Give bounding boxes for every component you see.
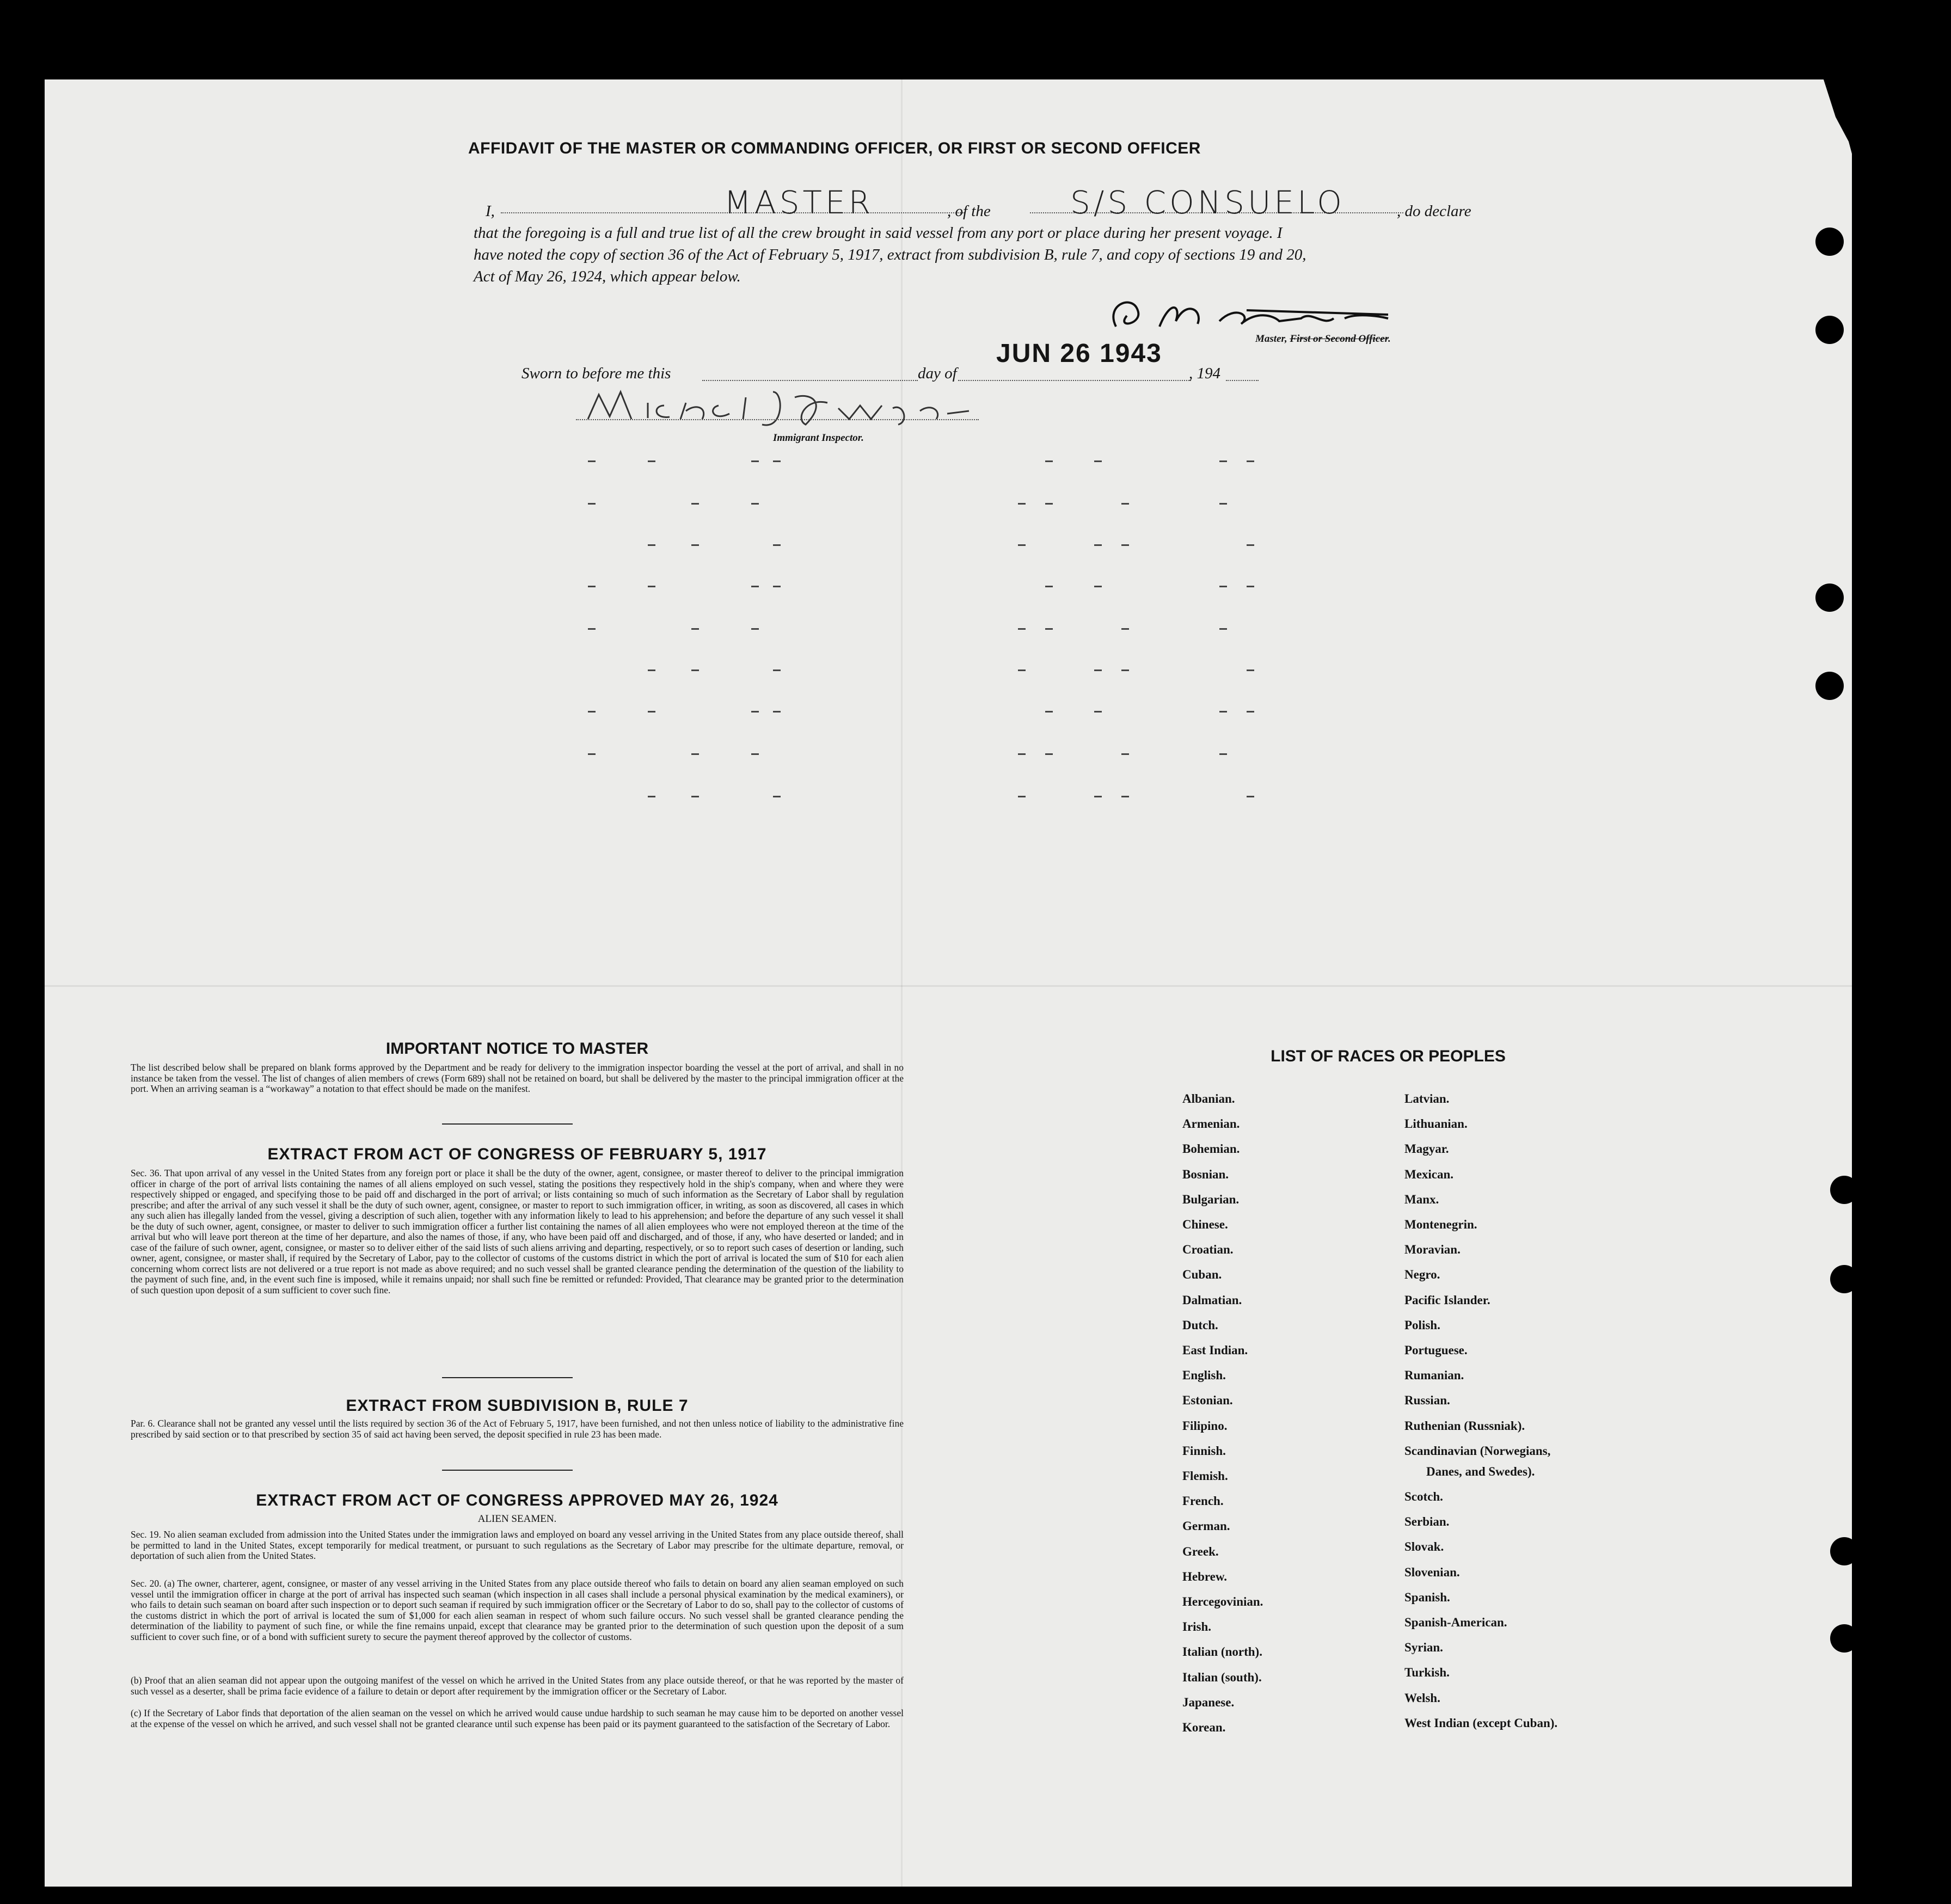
- bleed-mark: [1219, 753, 1227, 755]
- bleed-mark: [588, 503, 596, 505]
- race-item: Moravian.: [1404, 1243, 1461, 1257]
- of-the-text: , of the: [947, 202, 991, 220]
- bleed-mark: [1219, 586, 1227, 587]
- bleed-mark: [773, 586, 781, 587]
- bleed-mark: [1018, 796, 1026, 797]
- inspector-field: [576, 403, 979, 420]
- race-item: Spanish.: [1404, 1590, 1450, 1604]
- race-item: Hebrew.: [1182, 1569, 1227, 1583]
- vessel-handwritten: S/S CONSUELO: [1070, 184, 1345, 221]
- notice-title: IMPORTANT NOTICE TO MASTER: [385, 1040, 649, 1058]
- bleed-mark: [1018, 544, 1026, 546]
- race-item: Albanian.: [1182, 1092, 1235, 1105]
- master-signature: [1094, 288, 1399, 337]
- race-item: Chinese.: [1182, 1218, 1228, 1231]
- race-item: Scandinavian (Norwegians,: [1404, 1444, 1551, 1458]
- bleed-mark: [588, 586, 596, 587]
- race-item: Latvian.: [1404, 1092, 1450, 1105]
- bleed-mark: [1219, 460, 1227, 462]
- affidavit-line-3: have noted the copy of section 36 of the Act of February 5, 1917, extract from subdivision B, rule 7, and copy of sections 19 and 20,: [474, 246, 1306, 263]
- day-of-text: day of: [918, 365, 957, 382]
- race-item: Hercegovinian.: [1182, 1595, 1263, 1608]
- inspector-caption: Immigrant Inspector.: [773, 432, 864, 444]
- fold-line-horizontal: [45, 985, 1852, 987]
- affidavit-i: I,: [486, 202, 495, 220]
- bleed-mark: [1247, 460, 1254, 462]
- bleed-mark: [1219, 711, 1227, 713]
- bleed-mark: [1247, 544, 1254, 546]
- bleed-mark: [773, 796, 781, 797]
- race-item: Italian (south).: [1182, 1670, 1262, 1684]
- master-caption-master: Master,: [1255, 333, 1290, 345]
- bleed-mark: [648, 544, 655, 546]
- race-item: English.: [1182, 1368, 1226, 1383]
- race-item: Negro.: [1404, 1268, 1440, 1282]
- race-item: Turkish.: [1404, 1666, 1450, 1680]
- race-item: Rumanian.: [1404, 1368, 1464, 1383]
- bleed-mark: [1045, 753, 1053, 755]
- bleed-mark: [648, 711, 655, 713]
- extract-1924-sec19: Sec. 19. No alien seaman excluded from admission into the United States under the immigration laws and employed on board any vessel arriving in the United States from any place outside thereof, shall be permitted to land in the United States, except temporarily for medical treatment, or pursuant to such regulations as the Secretary of Labor may prescribe for the ultimate departure, removal, or deportation of such alien from the United States.: [131, 1529, 904, 1561]
- bleed-mark: [1018, 670, 1026, 671]
- race-item: Dutch.: [1182, 1318, 1218, 1332]
- bleed-mark: [1045, 503, 1053, 505]
- master-caption-end: .: [1388, 333, 1391, 345]
- punch-hole: [1815, 584, 1844, 612]
- extract-1917-title: EXTRACT FROM ACT OF CONGRESS OF FEBRUARY 5, 1917: [267, 1145, 767, 1163]
- race-item: Welsh.: [1404, 1691, 1440, 1705]
- race-item: Polish.: [1404, 1318, 1440, 1332]
- punch-hole: [1815, 316, 1844, 344]
- bleed-mark: [691, 753, 699, 755]
- bleed-mark: [1219, 503, 1227, 505]
- bleed-mark: [1094, 796, 1102, 797]
- sworn-day-field: [702, 366, 918, 381]
- bleed-mark: [691, 503, 699, 505]
- race-item: Korean.: [1182, 1721, 1226, 1734]
- bleed-mark: [1094, 460, 1102, 462]
- punch-hole: [1830, 1537, 1858, 1565]
- punch-hole: [1830, 1624, 1858, 1653]
- race-item: Slovenian.: [1404, 1565, 1460, 1579]
- race-item: Armenian.: [1182, 1117, 1240, 1131]
- bleed-mark: [1045, 711, 1053, 713]
- bleed-mark: [773, 670, 781, 671]
- bleed-mark: [751, 628, 759, 630]
- rank-handwritten: MASTER: [724, 184, 874, 221]
- race-item: French.: [1182, 1494, 1224, 1508]
- bleed-mark: [1094, 586, 1102, 587]
- extract-1917-text: Sec. 36. That upon arrival of any vessel in the United States from any foreign port or place it shall be the duty of the owner, agent, consignee, or master thereof to deliver to the principal immigration officer in charge of the port of arrival lists containing the names of all aliens employed on such vessel, stating the positions they respectively hold in the ship's company, when and where they were respectively shipped or engaged, and specifying those to be paid off and discharged in the port of arrival; or lists containing so much of such information as the Secretary of Labor shall by regulation prescribe; and after the arrival of any such vessel it shall be the duty of such owner, agent, consignee, or master to report to such immigration officer, in writing, as soon as discovered, all cases in which any such alien has illegally landed from the vessel, giving a description of such alien, together with any information likely to lead to his apprehension; and before the departure of any such vessel it shall be the duty of such owner, agent, consignee, or master to deliver to such immigration officer a further list containing the names of all alien employees who were not employed thereon at the time of the arrival but who will leave port thereon at the time of her departure, and also the names of those, if any, who have been paid off and discharged, and of those, if any, who have deserted or landed; and in case of the failure of such owner, agent, consignee, or master so to deliver either of the said lists of such aliens arriving and departing, respectively, or so to report such cases of desertion or landing, such owner, agent, consignee, or master shall, if required by the Secretary of Labor, pay to the collector of customs of the customs district in which the port of arrival is located the sum of $10 for each alien concerning whom correct lists are not delivered or a true report is not made as above required; and no such vessel shall be granted clearance pending the determination of the question of the liability to the payment of such fine, and, in the event such fine is imposed, while it remains unpaid; nor shall such fine be remitted or refunded: Provided, That clearance may be granted prior to the determination of such question upon deposit of a sum sufficient to cover such fine.: [131, 1168, 904, 1295]
- bleed-mark: [1094, 544, 1102, 546]
- bleed-mark: [751, 586, 759, 587]
- bleed-mark: [1045, 460, 1053, 462]
- extract-rule7-divider: [442, 1470, 573, 1471]
- bleed-mark: [588, 460, 596, 462]
- race-item: Pacific Islander.: [1404, 1293, 1490, 1307]
- punch-hole: [1815, 228, 1844, 256]
- bleed-mark: [773, 711, 781, 713]
- bleed-mark: [691, 628, 699, 630]
- bleed-mark: [588, 628, 596, 630]
- race-item: Lithuanian.: [1404, 1117, 1468, 1131]
- bleed-mark: [691, 670, 699, 671]
- race-item: Flemish.: [1182, 1469, 1228, 1483]
- extract-rule7-text: Par. 6. Clearance shall not be granted any vessel until the lists required by section 36 of the Act of February 5, 1917, have been furnished, and not then unless notice of liability to the administrative fine prescribed by said section or to that prescribed by section 35 of said act having been served, the deposit specified in rule 23 has been made.: [131, 1418, 904, 1440]
- race-item: Greek.: [1182, 1544, 1219, 1558]
- bleed-mark: [691, 796, 699, 797]
- race-item: East Indian.: [1182, 1343, 1248, 1357]
- affidavit-line-4: Act of May 26, 1924, which appear below.: [474, 268, 741, 285]
- race-item: Irish.: [1182, 1620, 1212, 1634]
- race-item: Scotch.: [1404, 1490, 1443, 1503]
- race-item: Syrian.: [1404, 1641, 1443, 1655]
- bleed-mark: [1247, 711, 1254, 713]
- race-item: Danes, and Swedes).: [1426, 1464, 1535, 1478]
- race-item: Bohemian.: [1182, 1142, 1240, 1156]
- bleed-mark: [1018, 628, 1026, 630]
- sworn-text: Sworn to before me this: [522, 365, 671, 382]
- extract-rule7-title: EXTRACT FROM SUBDIVISION B, RULE 7: [346, 1397, 689, 1415]
- race-item: Filipino.: [1182, 1418, 1228, 1433]
- bleed-mark: [691, 544, 699, 546]
- race-item: Mexican.: [1404, 1167, 1454, 1181]
- bleed-mark: [588, 753, 596, 755]
- bleed-mark: [1018, 753, 1026, 755]
- bleed-mark: [1121, 544, 1129, 546]
- bleed-mark: [1247, 796, 1254, 797]
- race-item: Ruthenian (Russniak).: [1404, 1418, 1525, 1433]
- year-prefix: , 194: [1189, 365, 1220, 382]
- extract-1924-title: EXTRACT FROM ACT OF CONGRESS APPROVED MAY 26, 1924: [256, 1491, 778, 1509]
- race-item: Dalmatian.: [1182, 1293, 1242, 1307]
- bleed-mark: [751, 460, 759, 462]
- race-item: Serbian.: [1404, 1515, 1450, 1529]
- race-item: Finnish.: [1182, 1444, 1226, 1458]
- affidavit-title: AFFIDAVIT OF THE MASTER OR COMMANDING OFFICER, OR FIRST OR SECOND OFFICER: [468, 139, 1201, 157]
- race-item: Magyar.: [1404, 1142, 1449, 1156]
- race-item: Russian.: [1404, 1393, 1450, 1408]
- bleed-mark: [588, 711, 596, 713]
- race-item: Estonian.: [1182, 1393, 1233, 1408]
- extract-1917-divider: [442, 1377, 573, 1378]
- bleed-mark: [1121, 628, 1129, 630]
- race-item: Japanese.: [1182, 1695, 1235, 1709]
- race-item: Croatian.: [1182, 1243, 1234, 1257]
- race-item: Spanish-American.: [1404, 1616, 1507, 1629]
- races-title: LIST OF RACES OR PEOPLES: [1271, 1047, 1506, 1065]
- race-item: Slovak.: [1404, 1540, 1444, 1554]
- bleed-mark: [1121, 670, 1129, 671]
- bleed-mark: [1018, 503, 1026, 505]
- bleed-mark: [648, 586, 655, 587]
- date-stamp: JUN 26 1943: [996, 339, 1162, 368]
- notice-divider: [442, 1123, 573, 1125]
- bleed-mark: [648, 796, 655, 797]
- bleed-mark: [1247, 670, 1254, 671]
- do-declare-text: , do declare: [1397, 202, 1471, 220]
- master-caption: [1255, 333, 1391, 345]
- race-item: Montenegrin.: [1404, 1218, 1477, 1231]
- punch-hole: [1815, 672, 1844, 700]
- race-item: Bulgarian.: [1182, 1192, 1240, 1206]
- sworn-year-field: [1226, 366, 1259, 381]
- bleed-mark: [1094, 711, 1102, 713]
- bleed-mark: [751, 503, 759, 505]
- extract-1924-sec20b: (b) Proof that an alien seaman did not appear upon the outgoing manifest of the vessel on which he arrived in the United States from any place outside thereof, or that he was reported by the master of such vessel as a deserter, shall be prima facie evidence of a failure to detain or deport after requirement by the immigration officer or the Secretary of Labor.: [131, 1675, 904, 1697]
- bleed-mark: [773, 460, 781, 462]
- bleed-mark: [648, 670, 655, 671]
- bleed-mark: [1219, 628, 1227, 630]
- punch-hole: [1830, 1176, 1858, 1204]
- extract-1924-sec20a: Sec. 20. (a) The owner, charterer, agent, consignee, or master of any vessel arriving in the United States from any place outside thereof who fails to detain on board any alien seaman employed on such vessel until the immigration officer in charge at the port of arrival has inspected such seaman (which inspection in all cases shall include a personal physical examination by the medical examiners), or who fails to detain such seaman on board after such inspection or to deport such seaman if required by such immigration officer or the Secretary of Labor to do so, shall pay to the collector of customs of the customs district in which the port of arrival is located the sum of $1,000 for each alien seaman in respect of whom such failure occurs. No such vessel shall be granted clearance pending the determination of the liability to payment of such fine, or while the fine remains unpaid, except that clearance may be granted prior to the determination of such question upon the deposit of a sum sufficient to cover such fine, or of a bond with sufficient surety to secure the payment thereof approved by the collector of customs.: [131, 1578, 904, 1642]
- bleed-mark: [1045, 586, 1053, 587]
- bleed-mark: [751, 711, 759, 713]
- affidavit-line-2: that the foregoing is a full and true list of all the crew brought in said vessel from any port or place during her present voyage. I: [474, 224, 1283, 242]
- bleed-mark: [1121, 503, 1129, 505]
- race-item: Cuban.: [1182, 1268, 1222, 1282]
- bleed-mark: [751, 753, 759, 755]
- bleed-mark: [1121, 796, 1129, 797]
- race-item: Manx.: [1404, 1192, 1439, 1206]
- bleed-mark: [1045, 628, 1053, 630]
- master-caption-struck: First or Second Officer: [1290, 333, 1389, 345]
- notice-text: The list described below shall be prepared on blank forms approved by the Department and be ready for delivery to the immigration inspector boarding the vessel at the port of arrival, and shall in no instance be taken from the vessel. The list of changes of alien members of crews (Form 689) shall not be retained on board, but shall be delivered by the master to the principal immigration officer at the port. When an arriving seaman is a “workaway” a notation to that effect should be made on the manifest.: [131, 1062, 904, 1094]
- race-item: German.: [1182, 1519, 1230, 1533]
- extract-1924-sec20c: (c) If the Secretary of Labor finds that deportation of the alien seaman on the vessel on which he arrived would cause undue hardship to such seaman he may cause him to be deported on another vessel at the expense of the vessel on which he arrived, and such vessel shall not be granted clearance until such expense has been paid or its payment guaranteed to the satisfaction of the Secretary of Labor.: [131, 1708, 904, 1729]
- race-item: Italian (north).: [1182, 1645, 1262, 1659]
- bleed-mark: [1094, 670, 1102, 671]
- bleed-mark: [773, 544, 781, 546]
- race-item: West Indian (except Cuban).: [1404, 1716, 1558, 1730]
- bleed-mark: [1121, 753, 1129, 755]
- race-item: Bosnian.: [1182, 1167, 1229, 1181]
- bleed-mark: [648, 460, 655, 462]
- punch-hole: [1830, 1265, 1858, 1293]
- extract-1924-subtitle: ALIEN SEAMEN.: [477, 1513, 557, 1525]
- race-item: Portuguese.: [1404, 1343, 1468, 1357]
- bleed-mark: [1247, 586, 1254, 587]
